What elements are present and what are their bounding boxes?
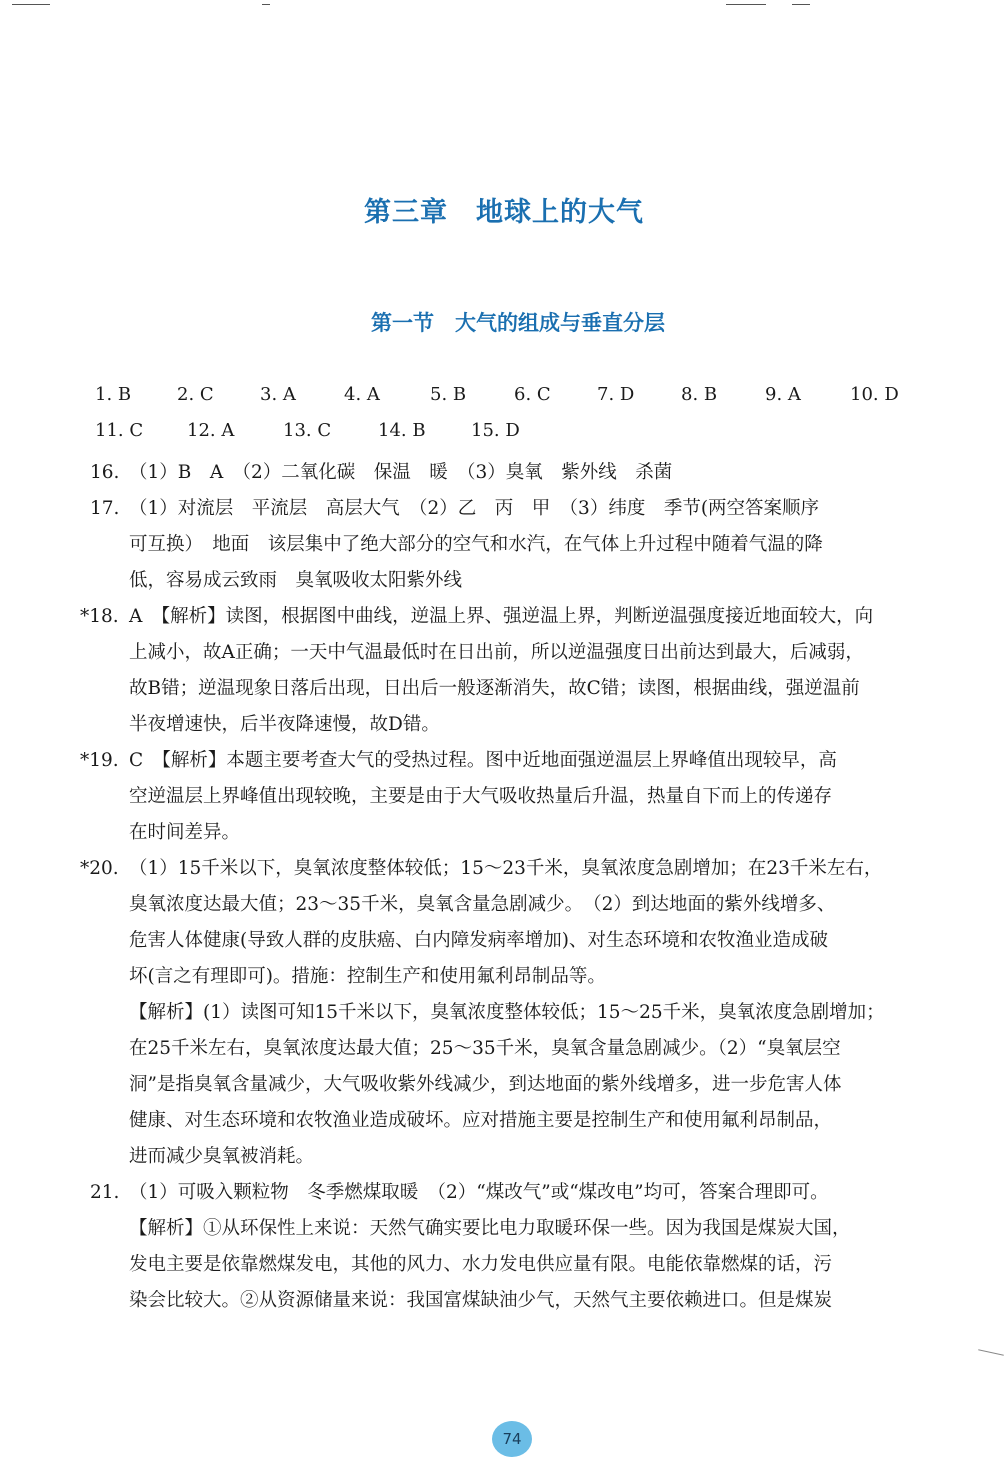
question-number: 16. (90, 462, 120, 483)
answer-line: 臭氧浓度达最大值；23～35千米，臭氧含量急剧减少。 （2）到达地面的紫外线增多、 (129, 894, 836, 915)
answer-line: 空逆温层上界峰值出现较晚，主要是由于大气吸收热量后升温，热量自下而上的传递存 (129, 786, 833, 807)
section-title: 第一节 大气的组成与垂直分层 (371, 311, 665, 335)
answer-line: （1）15千米以下，臭氧浓度整体较低；15～23千米，臭氧浓度急剧增加；在23千米左右， (129, 858, 883, 879)
answer-14: 14. B (378, 420, 426, 441)
scan-edge-mark (12, 4, 50, 5)
answer-3: 3. A (260, 384, 296, 405)
answer-1: 1. B (95, 384, 132, 405)
analysis-line: 洞”是指臭氧含量减少，大气吸收紫外线减少，到达地面的紫外线增多，进一步危害人体 (129, 1074, 842, 1095)
page-number: 74 (492, 1421, 532, 1457)
analysis-line: 健康、对生态环境和农牧渔业造成破坏。应对措施主要是控制生产和使用氟利昂制品， (129, 1110, 833, 1131)
answer-6: 6. C (514, 384, 551, 405)
answer-15: 15. D (471, 420, 520, 441)
scan-edge-mark (978, 1349, 1004, 1355)
answer-line: 在时间差异。 (129, 822, 241, 843)
answer-list (80, 455, 950, 1319)
question-18 (80, 599, 950, 743)
answer-8: 8. B (681, 384, 718, 405)
answer-2: 2. C (177, 384, 214, 405)
answer-line: 坏(言之有理即可)。措施：控制生产和使用氟利昂制品等。 (129, 966, 606, 987)
answer-7: 7. D (597, 384, 635, 405)
analysis-line: 在25千米左右，臭氧浓度达最大值；25～35千米，臭氧含量急剧减少。（2）“臭氧层空 (129, 1038, 841, 1059)
question-number: *20. (80, 858, 119, 879)
analysis-line: 【解析】(1）读图可知15千米以下，臭氧浓度整体较低；15～25千米，臭氧浓度急剧增加； (129, 1002, 885, 1023)
analysis-line: 发电主要是依靠燃煤发电，其他的风力、水力发电供应量有限。电能依靠燃煤的话，污 (129, 1254, 833, 1275)
answer-13: 13. C (283, 420, 332, 441)
answer-12: 12. A (187, 420, 235, 441)
answer-5: 5. B (430, 384, 467, 405)
answer-line: 可互换） 地面 该层集中了绝大部分的空气和水汽，在气体上升过程中随着气温的降 (129, 534, 823, 555)
chapter-title: 第三章 地球上的大气 (364, 197, 644, 228)
answer-4: 4. A (344, 384, 380, 405)
scan-edge-mark (262, 4, 270, 5)
answer-text: （1）B A （2）二氧化碳 保温 暖 （3）臭氧 紫外线 杀菌 (129, 462, 673, 483)
scan-edge-mark (792, 4, 810, 5)
scan-edge-mark (726, 4, 766, 5)
question-17 (90, 491, 950, 599)
question-number: *19. (80, 750, 119, 771)
question-20 (80, 851, 950, 1175)
analysis-line: 进而减少臭氧被消耗。 (129, 1146, 315, 1167)
question-21 (90, 1175, 950, 1319)
answer-11: 11. C (95, 420, 144, 441)
answer-line: A 【解析】读图，根据图中曲线，逆温上界、强逆温上界，判断逆温强度接近地面较大，向 (129, 606, 874, 627)
answer-line: 故B错；逆温现象日落后出现，日出后一般逐渐消失，故C错；读图，根据曲线，强逆温前 (129, 678, 860, 699)
answer-line: 半夜增速快，后半夜降速慢，故D错。 (129, 714, 440, 735)
analysis-line: 【解析】①从环保性上来说：天然气确实要比电力取暖环保一些。因为我国是煤炭大国， (129, 1218, 851, 1239)
analysis-line: 染会比较大。②从资源储量来说：我国富煤缺油少气，天然气主要依赖进口。但是煤炭 (129, 1290, 833, 1311)
answer-line: 低，容易成云致雨 臭氧吸收太阳紫外线 (129, 570, 463, 591)
answer-9: 9. A (765, 384, 801, 405)
answer-line: 危害人体健康(导致人群的皮肤癌、白内障发病率增加)、对生态环境和农牧渔业造成破 (129, 930, 828, 951)
answer-line: 上减小，故A正确；一天中气温最低时在日出前，所以逆温强度日出前达到最大，后减弱， (129, 642, 864, 663)
question-number: 17. (90, 498, 120, 519)
answer-10: 10. D (850, 384, 899, 405)
question-number: *18. (80, 606, 119, 627)
question-19 (80, 743, 950, 851)
answer-line: （1）可吸入颗粒物 冬季燃煤取暖 （2）“煤改气”或“煤改电”均可，答案合理即可。 (129, 1182, 829, 1203)
answer-line: C 【解析】本题主要考查大气的受热过程。图中近地面强逆温层上界峰值出现较早，高 (129, 750, 837, 771)
question-number: 21. (90, 1182, 120, 1203)
answer-line: （1）对流层 平流层 高层大气 （2）乙 丙 甲 （3）纬度 季节(两空答案顺序 (129, 498, 820, 519)
question-16 (90, 455, 950, 491)
